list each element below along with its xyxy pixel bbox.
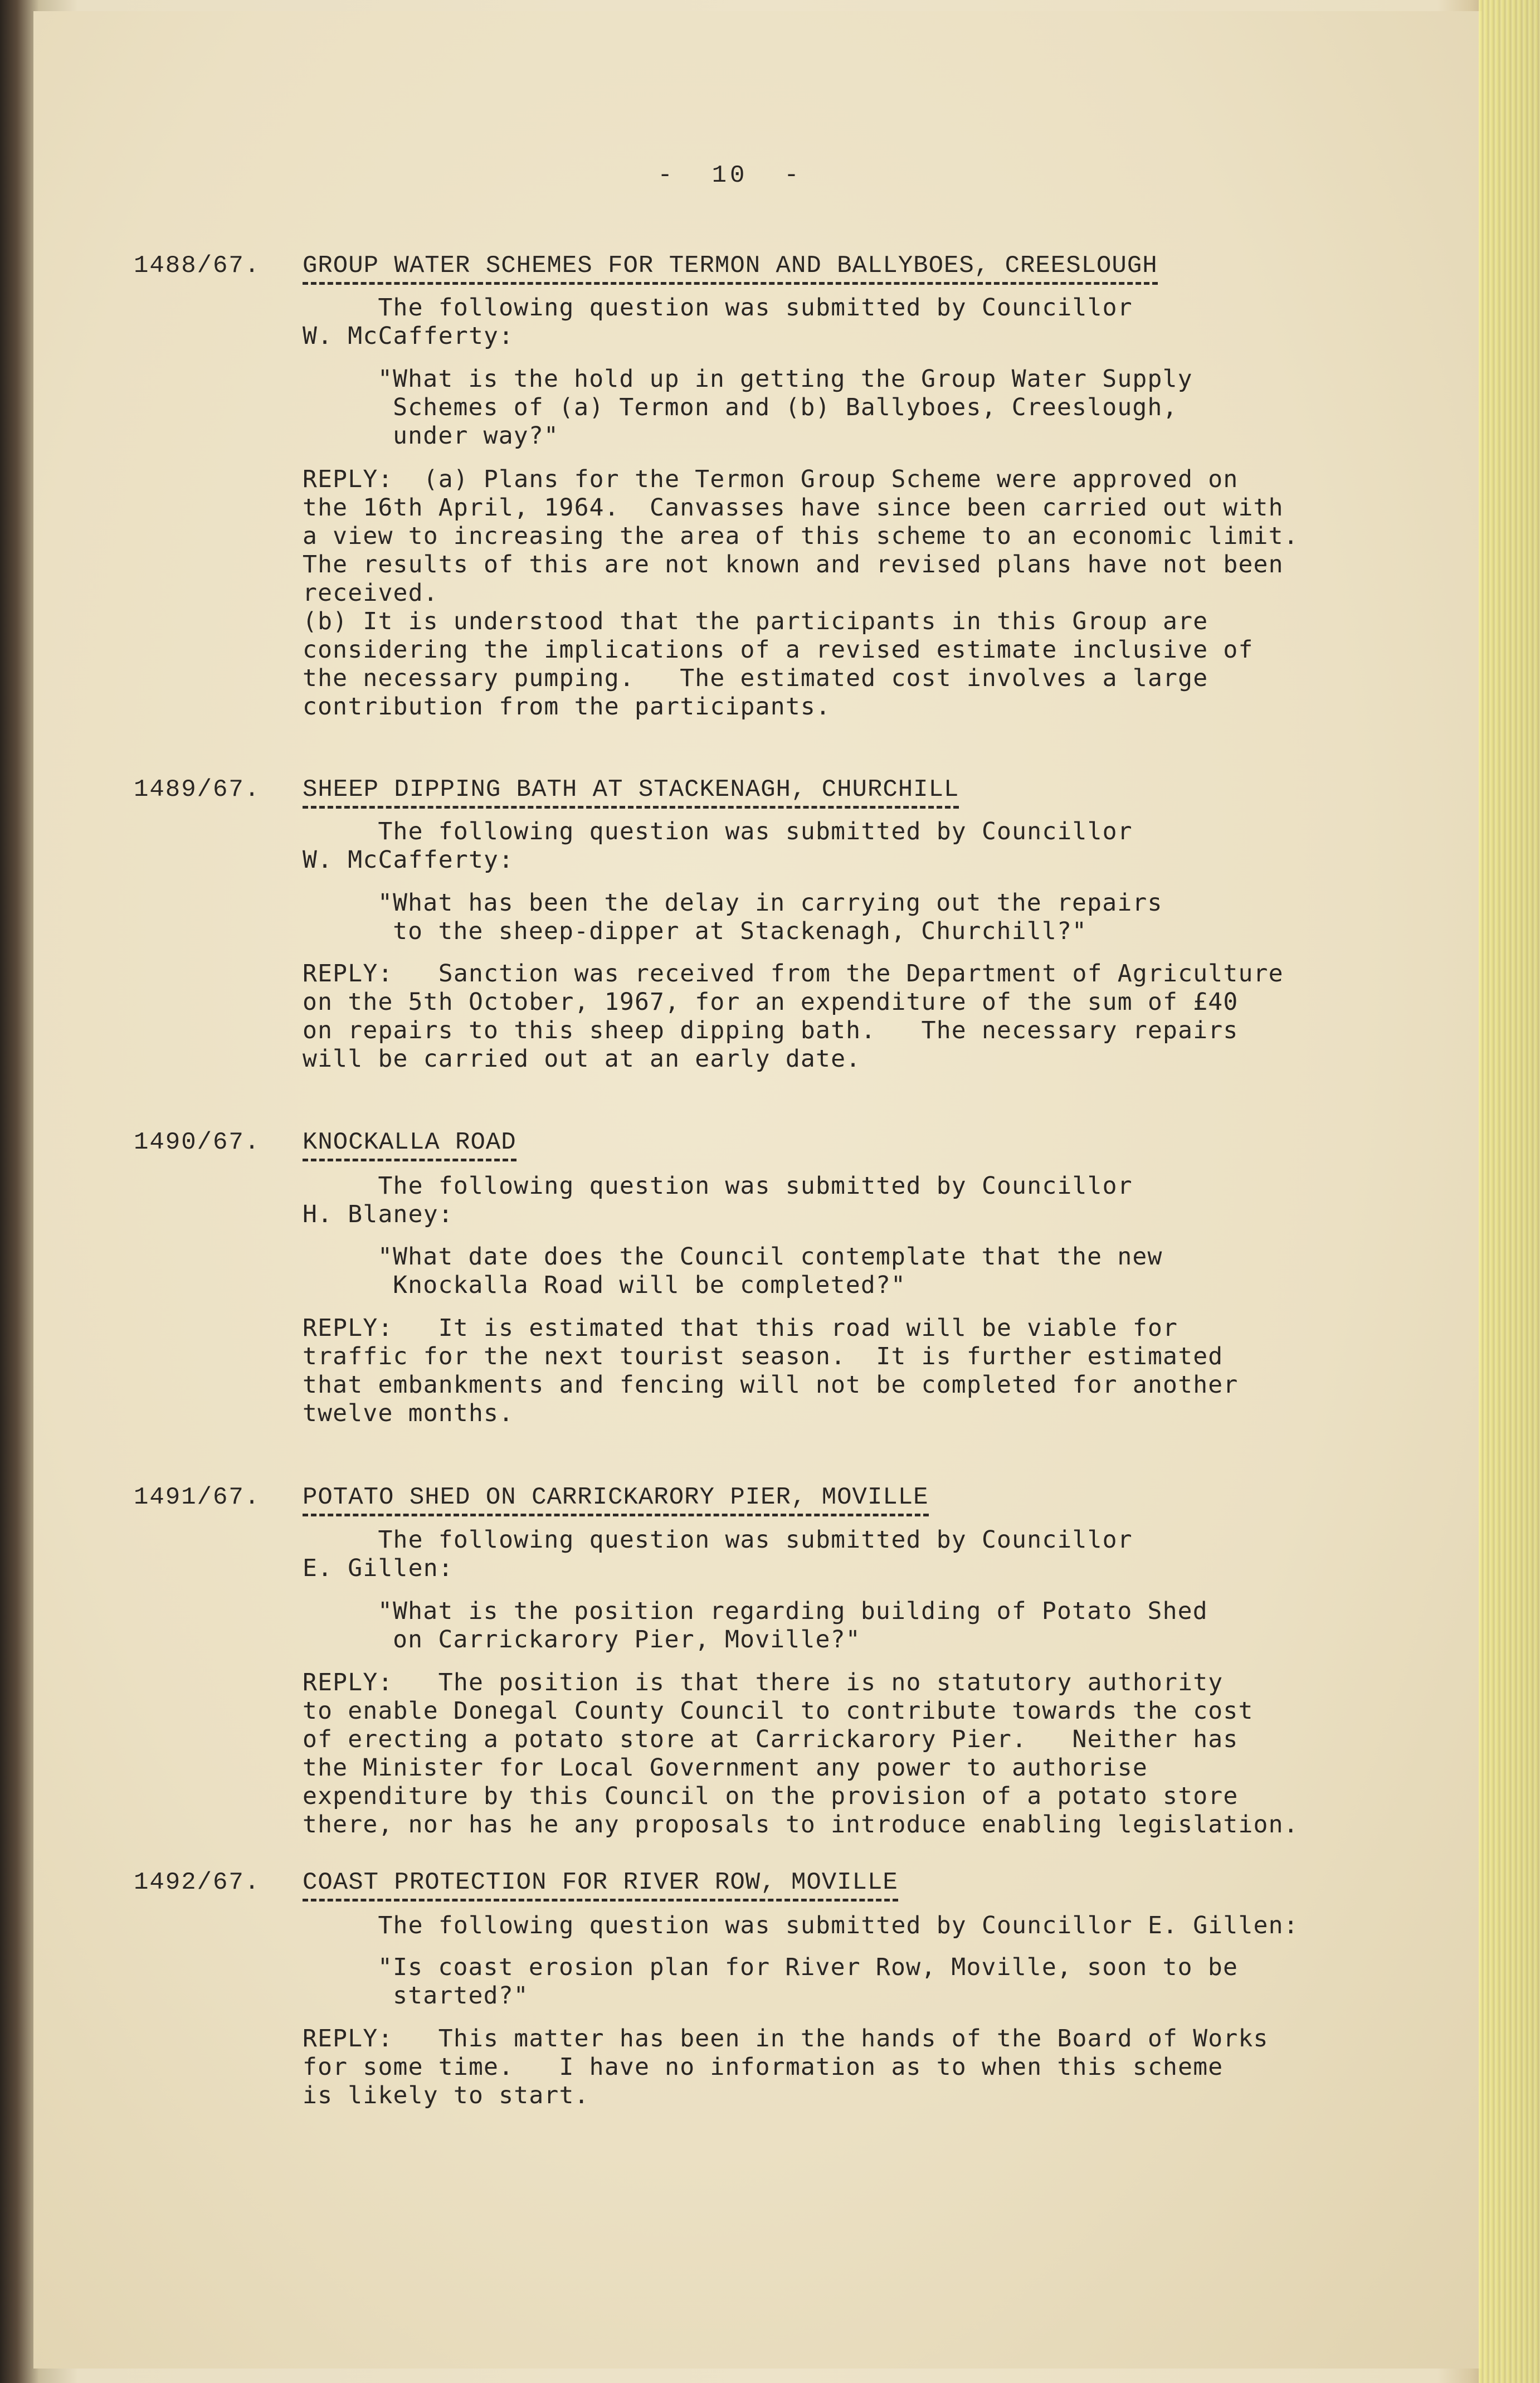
question-intro: The following question was submitted by Councillor E. Gillen: (303, 1912, 1299, 1939)
minute-number: 1491/67. (134, 1484, 261, 1511)
page-edges (1479, 0, 1540, 2383)
reply-text: REPLY: This matter has been in the hands of the Board of Works for some time. I have no information as to when this scheme is likely to start. (303, 2025, 1269, 2109)
reply-text: REPLY: Sanction was received from the Department of Agriculture on the 5th October, 1967, for an expenditure of the sum of £40 on repairs to this sheep dipping bath. The necessary repairs will be carried out at an early date. (303, 960, 1284, 1073)
question-text: "What is the position regarding building of Potato Shed on Carrickarory Pier, Moville?" (378, 1597, 1208, 1653)
reply-text: REPLY: The position is that there is no statutory authority to enable Donegal County Council to contribute towards the cost of erecting a potato store at Carrickarory Pier. Neither has the Minister for Local Government any power to authorise expenditure by this Council on the provision of a potato store there, nor has he any proposals to introduce enabling legislation. (303, 1669, 1299, 1839)
minute-number: 1492/67. (134, 1869, 261, 1896)
minute-heading: COAST PROTECTION FOR RIVER ROW, MOVILLE (303, 1869, 898, 1901)
minute-heading: GROUP WATER SCHEMES FOR TERMON AND BALLYBOES, CREESLOUGH (303, 252, 1158, 285)
question-text: "What has been the delay in carrying out the repairs to the sheep-dipper at Stackenagh, Churchill?" (378, 889, 1163, 945)
reply-text: REPLY: It is estimated that this road will be viable for traffic for the next tourist season. It is further estimated that embankments and fencing will not be completed for another twelve months. (303, 1314, 1239, 1427)
question-intro: The following question was submitted by Councillor W. McCafferty: (303, 294, 1133, 350)
minute-number: 1489/67. (134, 776, 261, 804)
page-number: - 10 - (657, 162, 802, 189)
question-intro: The following question was submitted by Councillor H. Blaney: (303, 1172, 1133, 1228)
question-text: "What date does the Council contemplate that the new Knockalla Road will be completed?" (378, 1243, 1163, 1299)
minute-heading: KNOCKALLA ROAD (303, 1129, 516, 1161)
minute-heading: SHEEP DIPPING BATH AT STACKENAGH, CHURCHILL (303, 776, 959, 809)
minute-number: 1488/67. (134, 252, 261, 280)
question-text: "Is coast erosion plan for River Row, Moville, soon to be started?" (378, 1953, 1239, 2010)
question-intro: The following question was submitted by Councillor W. McCafferty: (303, 818, 1133, 874)
minute-heading: POTATO SHED ON CARRICKARORY PIER, MOVILLE (303, 1484, 929, 1516)
question-intro: The following question was submitted by Councillor E. Gillen: (303, 1526, 1133, 1582)
reply-text: REPLY: (a) Plans for the Termon Group Scheme were approved on the 16th April, 1964. Canvasses have since been carried out with a view to increasing the area of this scheme to an economic limit. The results of this are not known and revised plans have not been received. (b) It is understood that the participants in this Group are considering the implications of a revised estimate inclusive of the necessary pumping. The estimated cost involves a large contribution from the participants. (303, 465, 1299, 721)
question-text: "What is the hold up in getting the Group Water Supply Schemes of (a) Termon and (b) Ballyboes, Creeslough, under way?" (378, 365, 1193, 450)
minute-number: 1490/67. (134, 1129, 261, 1156)
